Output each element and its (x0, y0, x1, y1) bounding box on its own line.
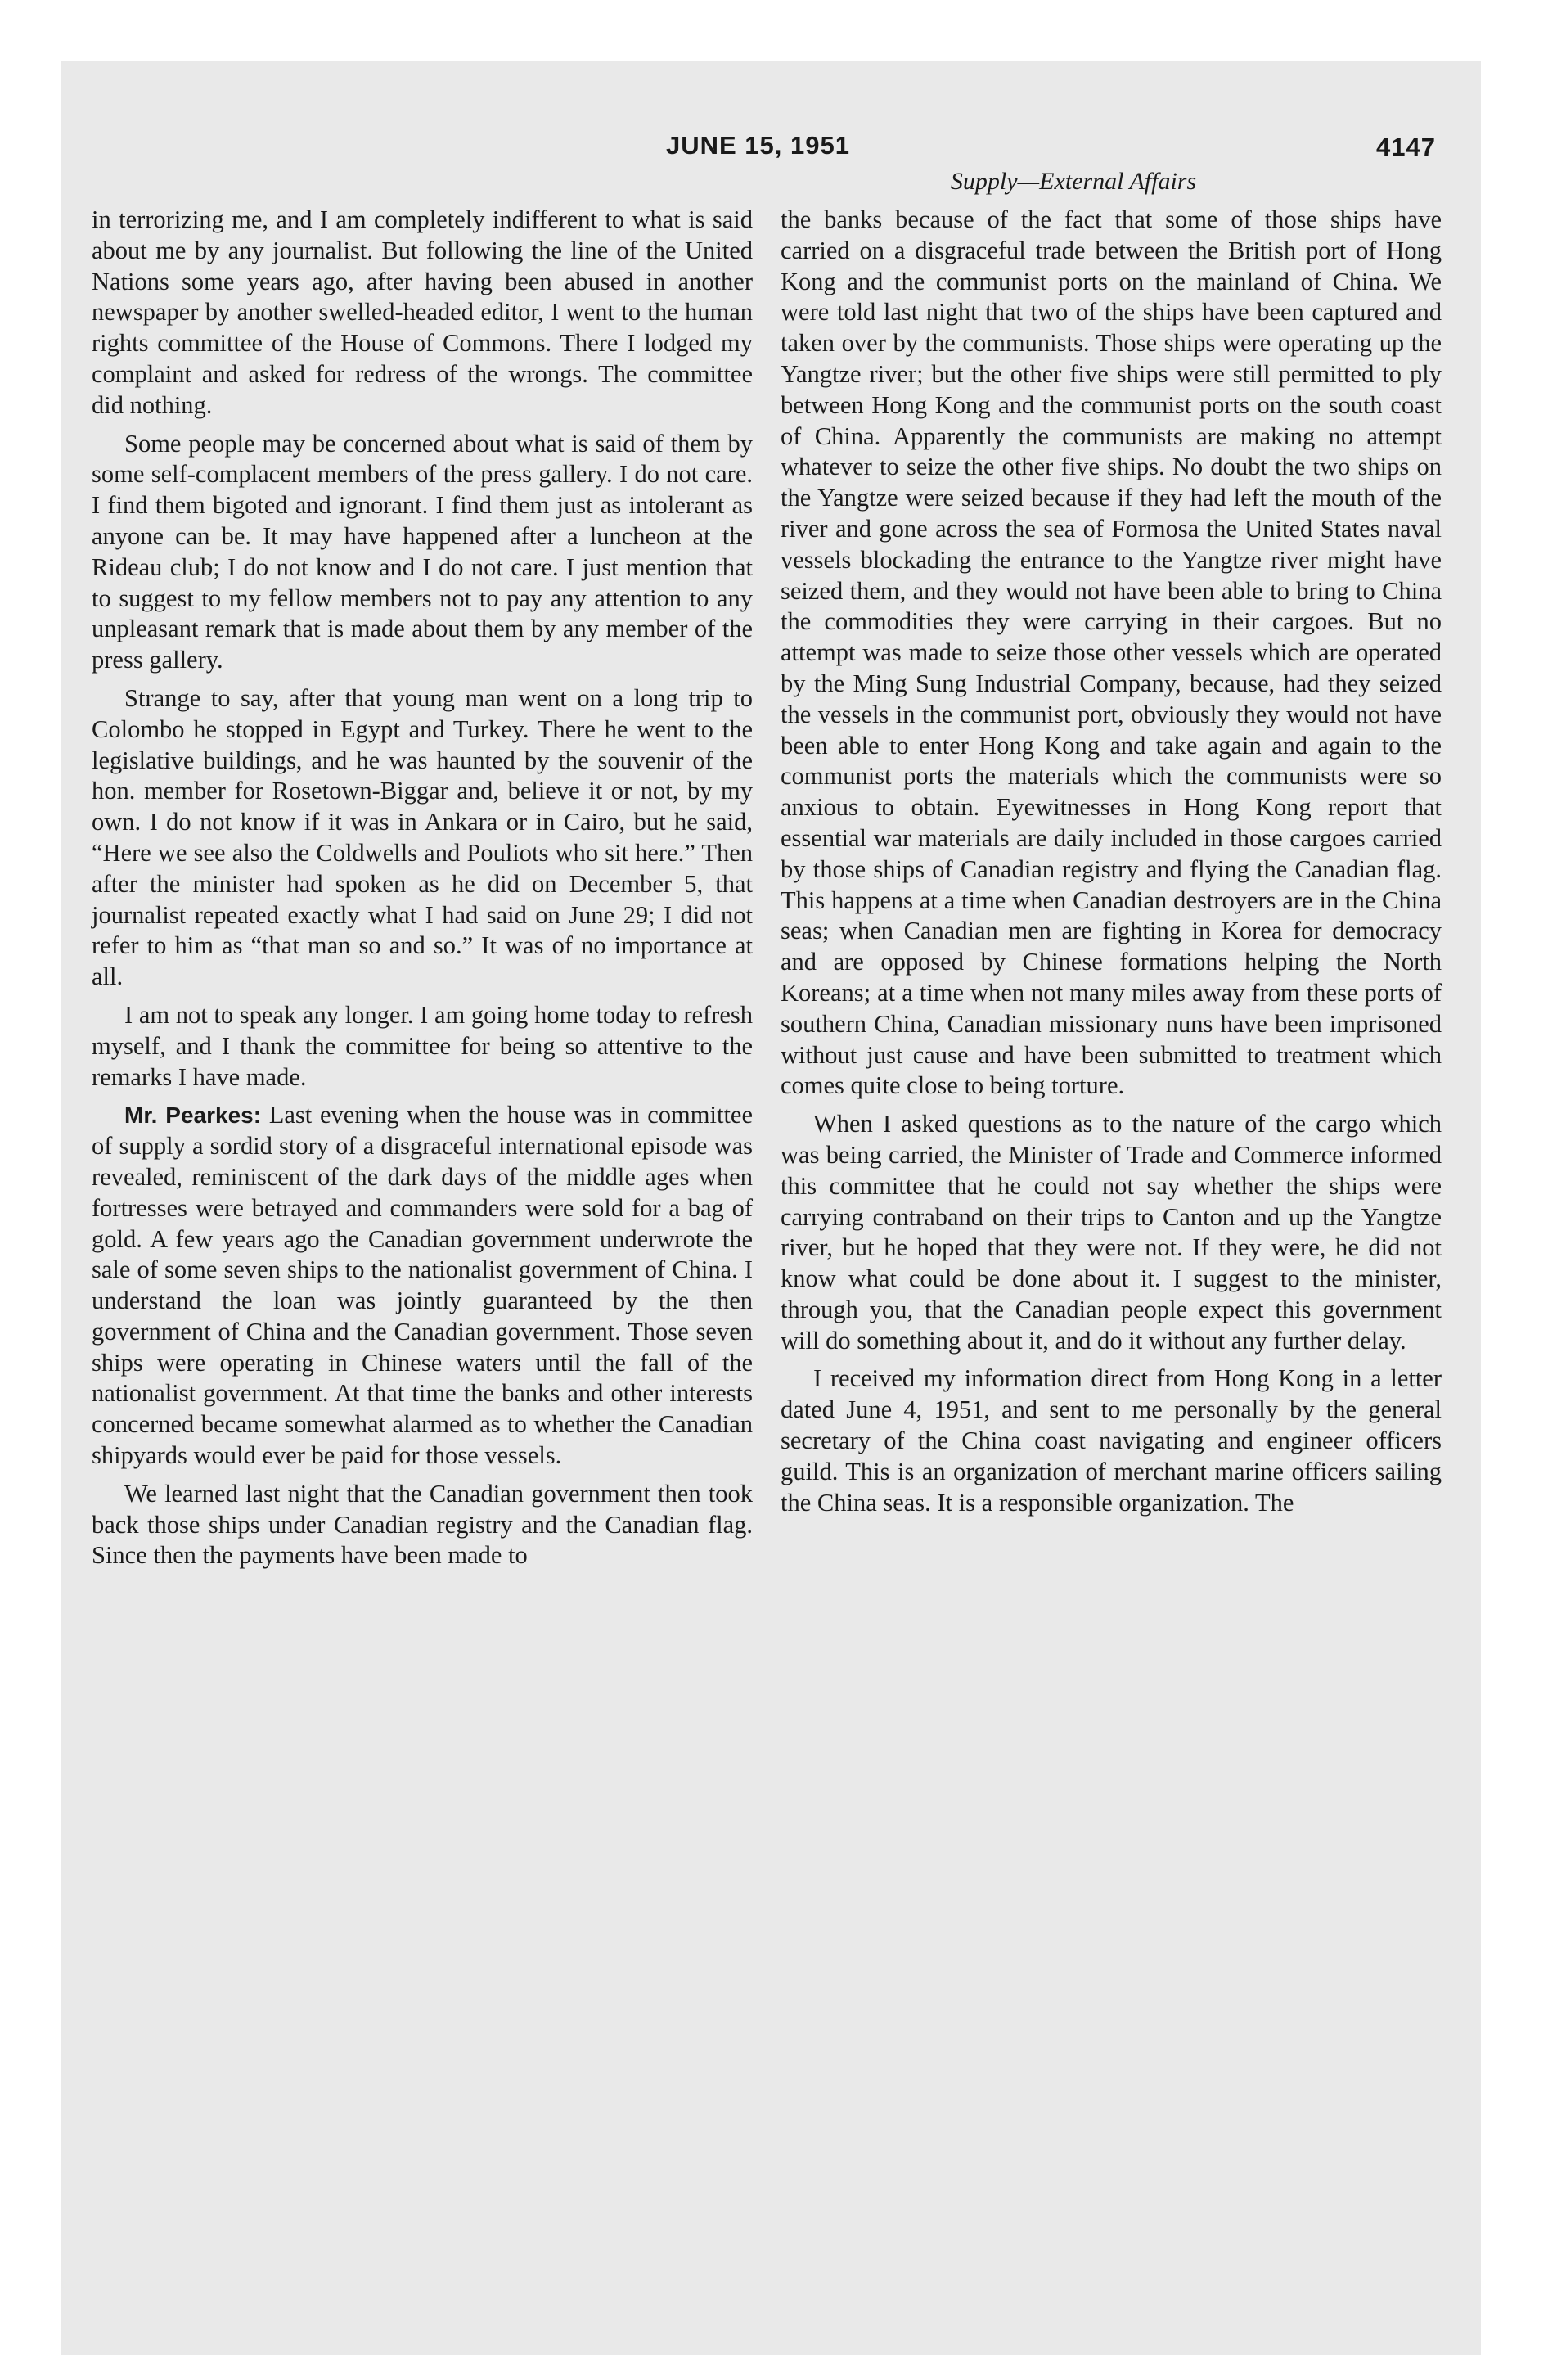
left-column (92, 205, 753, 1579)
paragraph: in terrorizing me, and I am completely indifferent to what is said about me by any journalist. But following the line of the United Nations some years ago, after having been abused in another newspaper by another swelled-headed editor, I went to the human rights committee of the House of Commons. There I lodged my complaint and asked for redress of the wrongs. The committee did nothing. (92, 205, 753, 419)
speaker-name: Mr. Pearkes: (124, 1102, 262, 1129)
speaker-text: Last evening when the house was in committee of supply a sordid story of a disgraceful international episode was revealed, reminiscent of the dark days of the middle ages when fortresses were betrayed and commanders were sold for a bag of gold. A few years ago the Canadian government underwrote the sale of some seven ships to the nationalist government of China. I understand the loan was jointly guaranteed by the then government of China and the Canadian government. Those seven ships were operating in Chinese waters until the fall of the nationalist government. At that time the banks and other interests concerned became somewhat alarmed as to whether the Canadian shipyards would ever be paid for those vessels. (92, 1101, 753, 1470)
page-date: JUNE 15, 1951 (666, 131, 850, 160)
paragraph: the banks because of the fact that some of those ships have carried on a disgraceful trade between the British port of Hong Kong and the communist ports on the mainland of China. We were told last night that two of the ships have been captured and taken over by the communists. Those ships were operating up the Yangtze river; but the other five ships were still permitted to ply between Hong Kong and the communist ports on the south coast of China. Apparently the communists are making no attempt whatever to seize the other five ships. No doubt the two ships on the Yangtze were seized because if they had left the mouth of the river and gone across the sea of Formosa the United States naval vessels blockading the entrance to the Yangtze river might have seized them, and they would not have been able to bring to China the commodities they were carrying in their cargoes. But no attempt was made to seize those other vessels which are operated by the Ming Sung Industrial Company, because, had they seized the vessels in the communist port, obviously they would not have been able to enter Hong Kong and take again and again to the communist ports the materials which the communists were so anxious to obtain. Eyewitnesses in Hong Kong report that essential war materials are daily included in those cargoes carried by those ships of Canadian registry and flying the Canadian flag. This happens at a time when Canadian destroyers are in the China seas; when Canadian men are fighting in Korea for democracy and are opposed by Chinese formations helping the North Koreans; at a time when not many miles away from these ports of southern China, Canadian missionary nuns have been imprisoned without just cause and have been submitted to treatment which comes quite close to being torture. (781, 205, 1442, 1100)
paragraph: We learned last night that the Canadian government then took back those ships under Canadian registry and the Canadian flag. Since then the payments have been made to (92, 1479, 753, 1570)
right-column (781, 205, 1442, 1526)
paragraph: I am not to speak any longer. I am going home today to refresh myself, and I thank the committee for being so attentive to the remarks I have made. (92, 1000, 753, 1091)
section-title: Supply—External Affairs (950, 168, 1197, 195)
scanned-page (61, 61, 1481, 2355)
paragraph: When I asked questions as to the nature of the cargo which was being carried, the Minister of Trade and Commerce informed this committee that he could not say whether the ships were carrying contraband on their trips to Canton and up the Yangtze river, but he hoped that they were not. If they were, he did not know what could be done about it. I suggest to the minister, through you, that the Canadian people expect this government will do something about it, and do it without any further delay. (781, 1110, 1442, 1355)
speaker-paragraph (92, 1100, 753, 1472)
paragraph: I received my information direct from Hong Kong in a letter dated June 4, 1951, and sent to me personally by the general secretary of the China coast navigating and engineer officers guild. This is an organization of merchant marine officers sailing the China seas. It is a responsible organization. The (781, 1364, 1442, 1517)
page-number: 4147 (1376, 133, 1436, 161)
paragraph: Strange to say, after that young man went on a long trip to Colombo he stopped in Egypt and Turkey. There he went to the legislative buildings, and he was haunted by the souvenir of the hon. member for Rosetown-Biggar and, believe it or not, by my own. I do not know if it was in Ankara or in Cairo, but he said, “Here we see also the Coldwells and Pouliots who sit here.” Then after the minister had spoken as he did on December 5, that journalist repeated exactly what I had said on June 29; I did not refer to him as “that man so and so.” It was of no importance at all. (92, 683, 753, 991)
paragraph: Some people may be concerned about what is said of them by some self-complacent members of the press gallery. I do not care. I find them bigoted and ignorant. I find them just as intolerant as anyone can be. It may have happened after a luncheon at the Rideau club; I do not know and I do not care. I just mention that to suggest to my fellow members not to pay any attention to any unpleasant remark that is made about them by any member of the press gallery. (92, 429, 753, 674)
